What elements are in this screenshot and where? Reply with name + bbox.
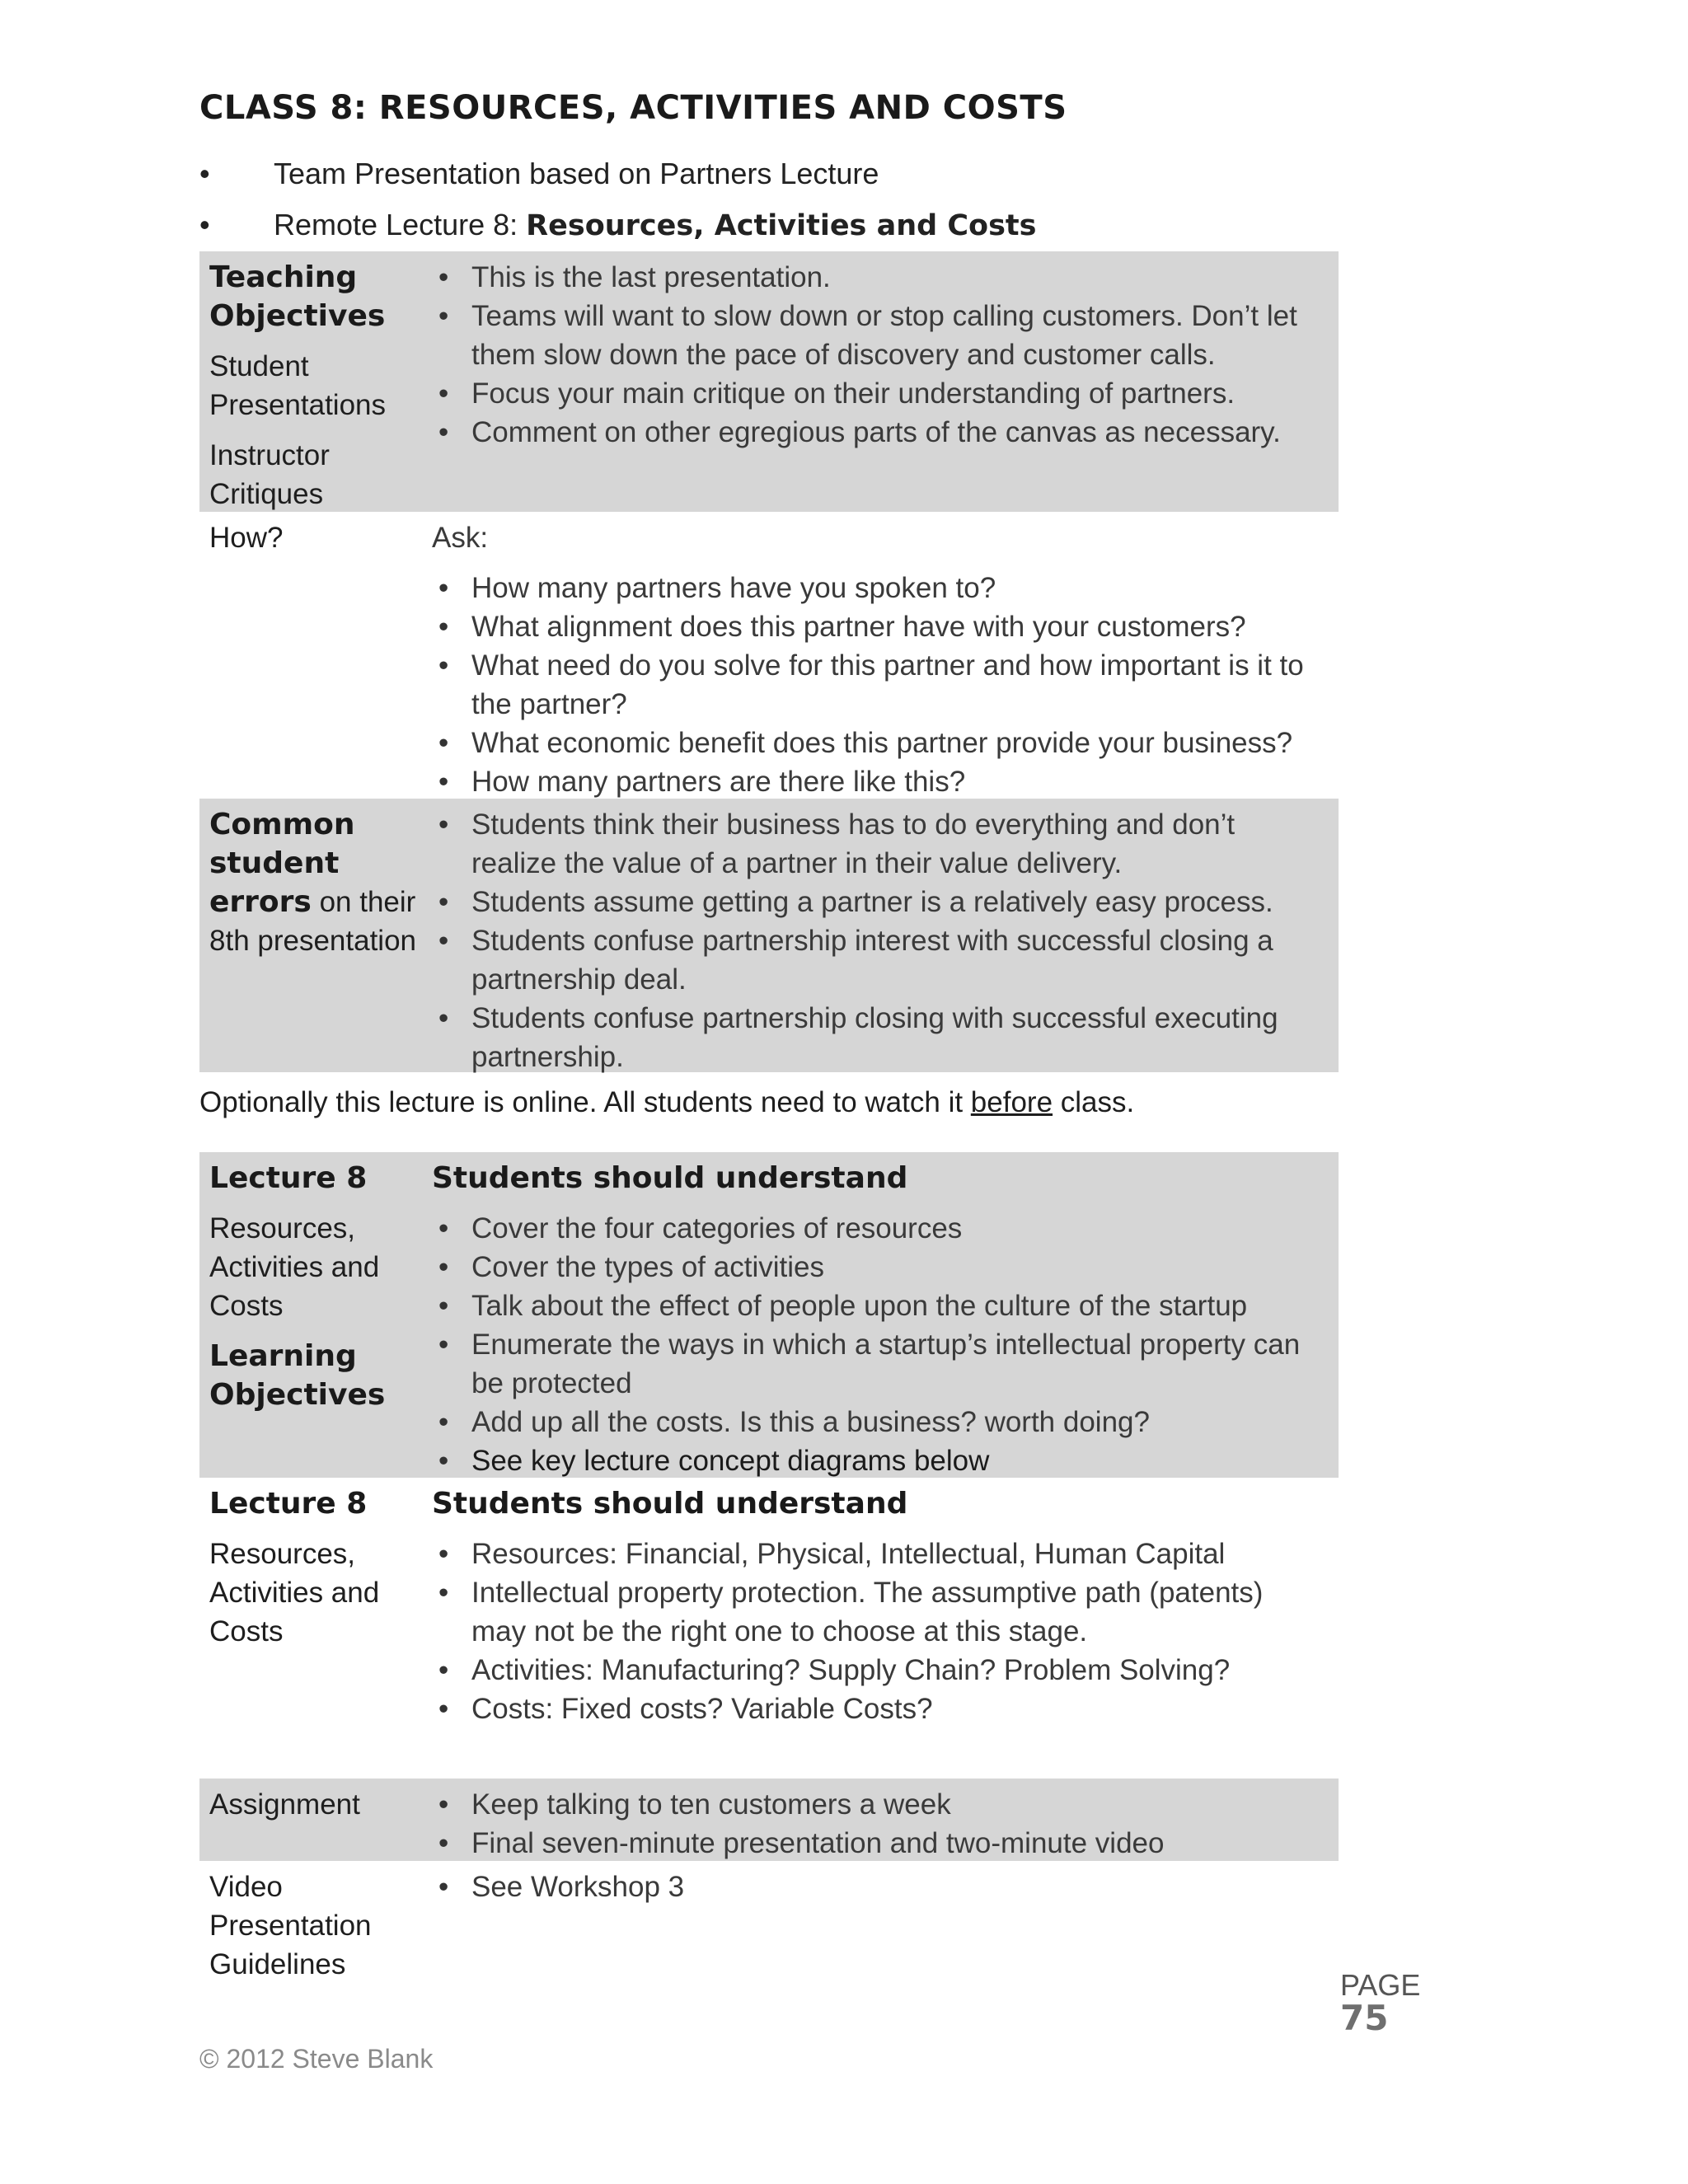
lecture-objectives-list (432, 1209, 1322, 1480)
assignment-label: Assignment (209, 1788, 360, 1821)
teaching-list (432, 258, 1322, 452)
page-title: CLASS 8: RESOURCES, ACTIVITIES AND COSTS (199, 89, 1067, 127)
list-item: • What economic benefit does this partner provide your business? (432, 724, 1322, 762)
common-errors-label: Common student errors (209, 808, 355, 919)
list-item: • This is the last presentation. (432, 258, 1322, 297)
intro-item: • Remote Lecture 8: Resources, Activities and Costs (199, 208, 1037, 242)
list-item: • How many partners have you spoken to? (432, 569, 1322, 607)
learning-objectives-label: Learning Objectives (209, 1339, 386, 1412)
lecture-details-row (199, 1478, 1339, 1779)
list-item: • What need do you solve for this partner and how important is it to the partner? (432, 646, 1322, 724)
list-item: • What alignment does this partner have with your customers? (432, 607, 1322, 646)
errors-label-rest: on their 8th presentation (209, 886, 417, 957)
list-item: • Activities: Manufacturing? Supply Chain? Problem Solving? (432, 1651, 1322, 1690)
video-list (432, 1868, 1322, 1906)
list-item: • See key lecture concept diagrams below (432, 1441, 1322, 1480)
errors-row (199, 799, 1339, 1072)
list-item: • Students think their business has to do everything and don’t realize the value of a partner in their value delivery. (432, 805, 1322, 883)
online-note: Optionally this lecture is online. All students need to watch it before class. (199, 1086, 1135, 1118)
video-row (199, 1861, 1339, 1985)
list-item: • Final seven-minute presentation and two-minute video (432, 1824, 1322, 1863)
list-item: • Cover the types of activities (432, 1248, 1322, 1286)
lecture-details-list (432, 1535, 1322, 1728)
video-label: Video Presentation Guidelines (209, 1871, 372, 1980)
lecture-table (199, 1152, 1339, 1985)
instructor-critiques-label: Instructor Critiques (209, 439, 330, 510)
list-item: • Teams will want to slow down or stop calling customers. Don’t let them slow down the pace of discovery and customer calls. (432, 297, 1322, 374)
list-item: • Add up all the costs. Is this a business? worth doing? (432, 1403, 1322, 1441)
errors-list (432, 805, 1322, 1076)
list-item: • Students confuse partnership interest with successful closing a partnership deal. (432, 921, 1322, 999)
list-item: • Talk about the effect of people upon the culture of the startup (432, 1286, 1322, 1325)
list-item: • Students assume getting a partner is a relatively easy process. (432, 883, 1322, 921)
assignment-list (432, 1785, 1322, 1863)
how-label: How? (209, 522, 284, 554)
teaching-objectives-table (199, 251, 1339, 1072)
list-item: • Enumerate the ways in which a startup’s intellectual property can be protected (432, 1325, 1322, 1403)
list-item: • Keep talking to ten customers a week (432, 1785, 1322, 1824)
lecture-label: Lecture 8 (209, 1161, 368, 1195)
teaching-row (199, 251, 1339, 512)
list-item: • Intellectual property protection. The assumptive path (patents) may not be the right one to choose at this stage. (432, 1573, 1322, 1651)
list-item: • Costs: Fixed costs? Variable Costs? (432, 1690, 1322, 1728)
list-item: • Focus your main critique on their understanding of partners. (432, 374, 1322, 413)
page-label: PAGE (1340, 1968, 1421, 2002)
copyright-notice: © 2012 Steve Blank (199, 2044, 434, 2074)
list-item: • Cover the four categories of resources (432, 1209, 1322, 1248)
lecture-label: Lecture 8 (209, 1487, 368, 1521)
lecture-header: Students should understand (432, 1487, 908, 1521)
how-list (432, 569, 1322, 801)
list-item: • Students confuse partnership closing with successful executing partnership. (432, 999, 1322, 1076)
intro-list (199, 148, 1036, 251)
lecture-sublabel: Resources, Activities and Costs (209, 1538, 380, 1647)
lecture-header: Students should understand (432, 1161, 908, 1195)
page-number: 75 (1340, 1998, 1389, 2038)
list-item: • See Workshop 3 (432, 1868, 1322, 1906)
intro-item: • Team Presentation based on Partners Lecture (199, 157, 879, 190)
list-item: • How many partners are there like this? (432, 762, 1322, 801)
list-item: • Resources: Financial, Physical, Intellectual, Human Capital (432, 1535, 1322, 1573)
student-presentations-label: Student Presentations (209, 350, 387, 421)
ask-label: Ask: (432, 522, 489, 554)
list-item: • Comment on other egregious parts of the canvas as necessary. (432, 413, 1322, 452)
assignment-row (199, 1779, 1339, 1861)
how-row (199, 512, 1339, 799)
teaching-objectives-label: Teaching Objectives (209, 260, 386, 333)
lecture-objectives-row (199, 1152, 1339, 1478)
lecture-sublabel: Resources, Activities and Costs (209, 1212, 380, 1322)
